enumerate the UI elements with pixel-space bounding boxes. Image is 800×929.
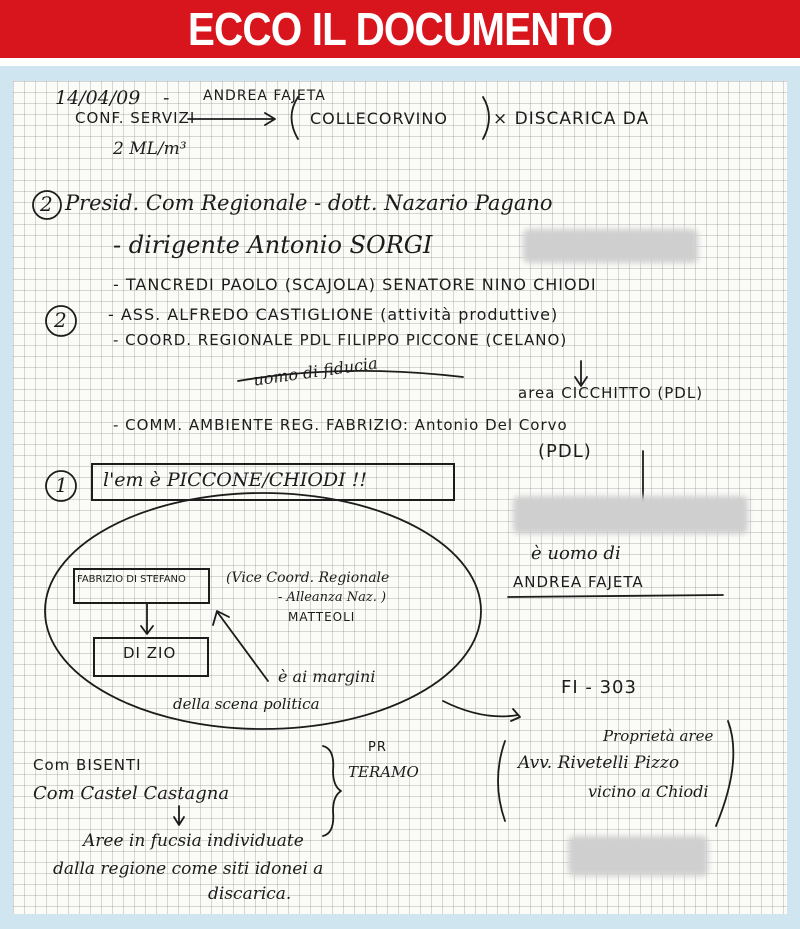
vice-coord: (Vice Coord. Regionale — [226, 570, 390, 586]
e-uomo-di: è uomo di — [531, 543, 621, 564]
aree-line-2: dalla regione come siti idonei a — [53, 859, 324, 879]
proprieta-line-3: vicino a Chiodi — [588, 782, 709, 801]
volume: 2 ML/m³ — [113, 139, 187, 159]
presid-line: Presid. Com Regionale - dott. Nazario Pagano — [65, 191, 553, 215]
tancredi-line: - TANCREDI PAOLO (SCAJOLA) SENATORE NINO CHIODI — [113, 275, 597, 294]
arrow-down-icon — [575, 361, 587, 386]
number-1: 1 — [55, 473, 68, 497]
arrow-right-icon — [188, 113, 275, 125]
ass-line: - ASS. ALFREDO CASTIGLIONE (attività produttive) — [108, 305, 559, 324]
arrow-down-icon — [443, 701, 520, 721]
redacted-area — [513, 496, 748, 534]
banner-title: ECCO IL DOCUMENTO — [187, 3, 613, 55]
e-ai-margini: è ai margini — [278, 667, 376, 686]
proprieta-line-1: Proprietà aree — [603, 727, 714, 745]
dirigente-line: - dirigente Antonio SORGI — [113, 231, 433, 259]
discarica: × DISCARICA DA — [493, 109, 650, 129]
arrow-down-icon — [174, 806, 184, 825]
proprieta-line-2: Avv. Rivetelli Pizzo — [518, 753, 680, 773]
aree-line-1: Aree in fucsia individuate — [83, 831, 304, 851]
andrea-fajeta: ANDREA FAJETA — [513, 573, 644, 591]
pdl-label: (PDL) — [538, 441, 592, 462]
group-ellipse — [45, 493, 481, 729]
uomo-fiducia: uomo di fiducia — [252, 353, 379, 390]
aree-line-3: discarica. — [208, 884, 292, 904]
pr-label: PR — [368, 740, 387, 755]
area-line: area CICCHITTO (PDL) — [518, 384, 704, 402]
mattoli: MATTEOLI — [288, 610, 356, 624]
redacted-area — [568, 836, 708, 876]
header-name: ANDREA FAJETA — [203, 88, 326, 104]
fi-code: FI - 303 — [561, 677, 637, 698]
com-castel: Com Castel Castagna — [33, 783, 230, 804]
handwritten-note-page: 14/04/09 - ANDREA FAJETA CONF. SERVIZI COLLECORVINO × DISCARICA DA 2 ML/m³ 2 Presid. Com Regionale - dott. Nazario Pagano - dirigente Antonio SORGI - TANCREDI PAOLO (SCAJOLA) SENATORE NINO CHIODI 2 - ASS. ALFREDO CASTIGLIONE (attività produttive) - COORD. REGIONALE PDL FILIPPO PICCONE (CELANO) uomo di fiducia area CICCHITTO (PDL) - COMM. AMBIENTE REG. FABRIZIO: Antonio Del Corvo (PDL) 1 l'em è PICCONE/CHIODI !! è uomo di ANDREA FAJETA FABRIZIO DI STEFANO (Vice Coord. Regionale - Alleanza Naz. ) MATTEOLI DI ZIO è ai margini della scena politica FI - 303 Com BISENTI Com Castel Castagna PR TERAMO Proprietà aree Avv. Rivetelli Pizzo vicino a Chiodi Aree in fucsia individuate dalla regione come siti idonei a discarica. — [13, 81, 787, 914]
note-date: 14/04/09 — [55, 87, 141, 109]
della-scena: della scena politica — [173, 695, 320, 713]
number-2a: 2 — [40, 192, 53, 216]
fabrizio-box-text: FABRIZIO DI STEFANO — [77, 574, 186, 585]
arrow-down-icon — [141, 603, 153, 634]
redacted-area — [523, 229, 698, 263]
header-banner — [0, 0, 800, 58]
alleanza: - Alleanza Naz. ) — [278, 590, 387, 605]
coord-line: - COORD. REGIONALE PDL FILIPPO PICCONE (CELANO) — [113, 331, 568, 349]
com-bisenti: Com BISENTI — [33, 756, 142, 774]
boxed-statement-text: l'em è PICCONE/CHIODI !! — [103, 469, 367, 491]
arrow-up-icon — [213, 611, 268, 681]
teramo-label: TERAMO — [348, 763, 419, 781]
comm-line: - COMM. AMBIENTE REG. FABRIZIO: Antonio Del Corvo — [113, 416, 568, 434]
collecorvino: COLLECORVINO — [310, 109, 448, 128]
conf-servizi: CONF. SERVIZI — [75, 109, 196, 127]
di-zio-text: DI ZIO — [123, 644, 177, 662]
number-2b: 2 — [54, 308, 67, 332]
